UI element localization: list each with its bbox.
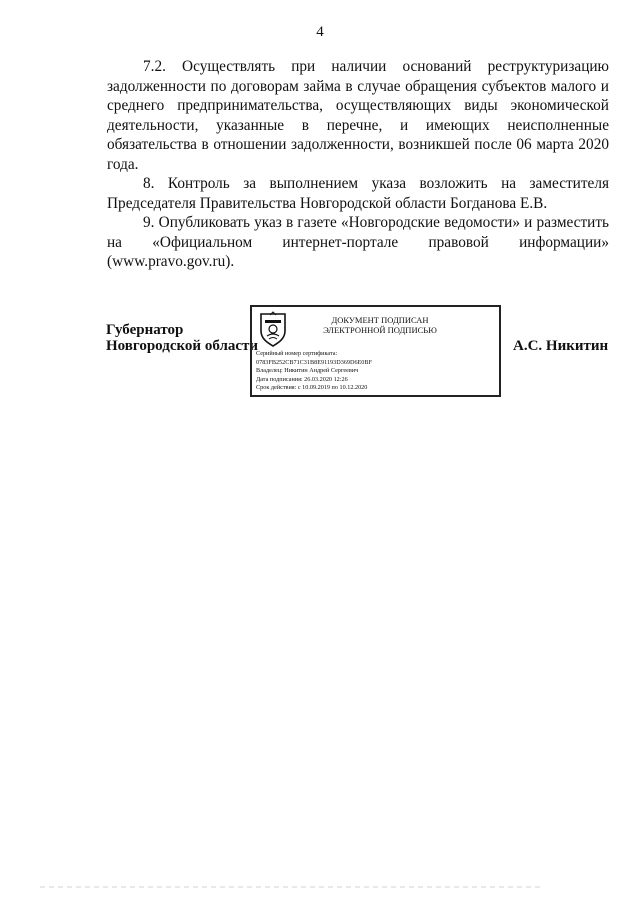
coat-of-arms-icon xyxy=(258,311,288,347)
stamp-heading xyxy=(290,315,470,335)
signer-name: А.С. Никитин xyxy=(513,338,609,354)
stamp-heading-line2: ЭЛЕКТРОННОЙ ПОДПИСЬЮ xyxy=(323,325,437,335)
certificate-details xyxy=(256,350,372,393)
body-text xyxy=(107,57,609,272)
paragraph-8: 8. Контроль за выполнением указа возложить на заместителя Председателя Правительства Новгородской области Богданова Е.В. xyxy=(107,175,609,212)
signed-date: Дата подписания: 26.03.2020 12:26 xyxy=(256,375,348,383)
scan-artifact-line xyxy=(40,886,540,888)
signer-title-line1: Губернатор xyxy=(106,322,184,338)
owner: Владелец: Никитин Андрей Сергеевич xyxy=(256,367,359,374)
page-number: 4 xyxy=(316,24,324,40)
electronic-signature-stamp xyxy=(250,305,501,397)
paragraph-7-2: 7.2. Осуществлять при наличии оснований реструктуризацию задолженности по договорам займа в случае обращения субъектов малого и среднего предпринимательства, осуществляющих виды экономической деятельности, указанные в перечне, и имеющих неисполненные обязательства в отношении задолженности, возникшей после 06 марта 2020 года. xyxy=(107,58,609,173)
validity-period: Срок действия: с 10.09.2019 по 10.12.2020 xyxy=(256,384,368,391)
signer-title-line2: Новгородской области xyxy=(106,338,259,354)
stamp-heading-line1: ДОКУМЕНТ ПОДПИСАН xyxy=(331,315,429,325)
serial-label: Серийный номер сертификата: xyxy=(256,350,338,357)
signer-title xyxy=(106,322,258,354)
paragraph-9: 9. Опубликовать указ в газете «Новгородские ведомости» и разместить на «Официальном интернет-портале правовой информации» (www.pravo.gov.ru). xyxy=(107,214,609,270)
serial-value: 0783FB252CB71C31B8E91193D369D6E0BF xyxy=(256,358,372,366)
